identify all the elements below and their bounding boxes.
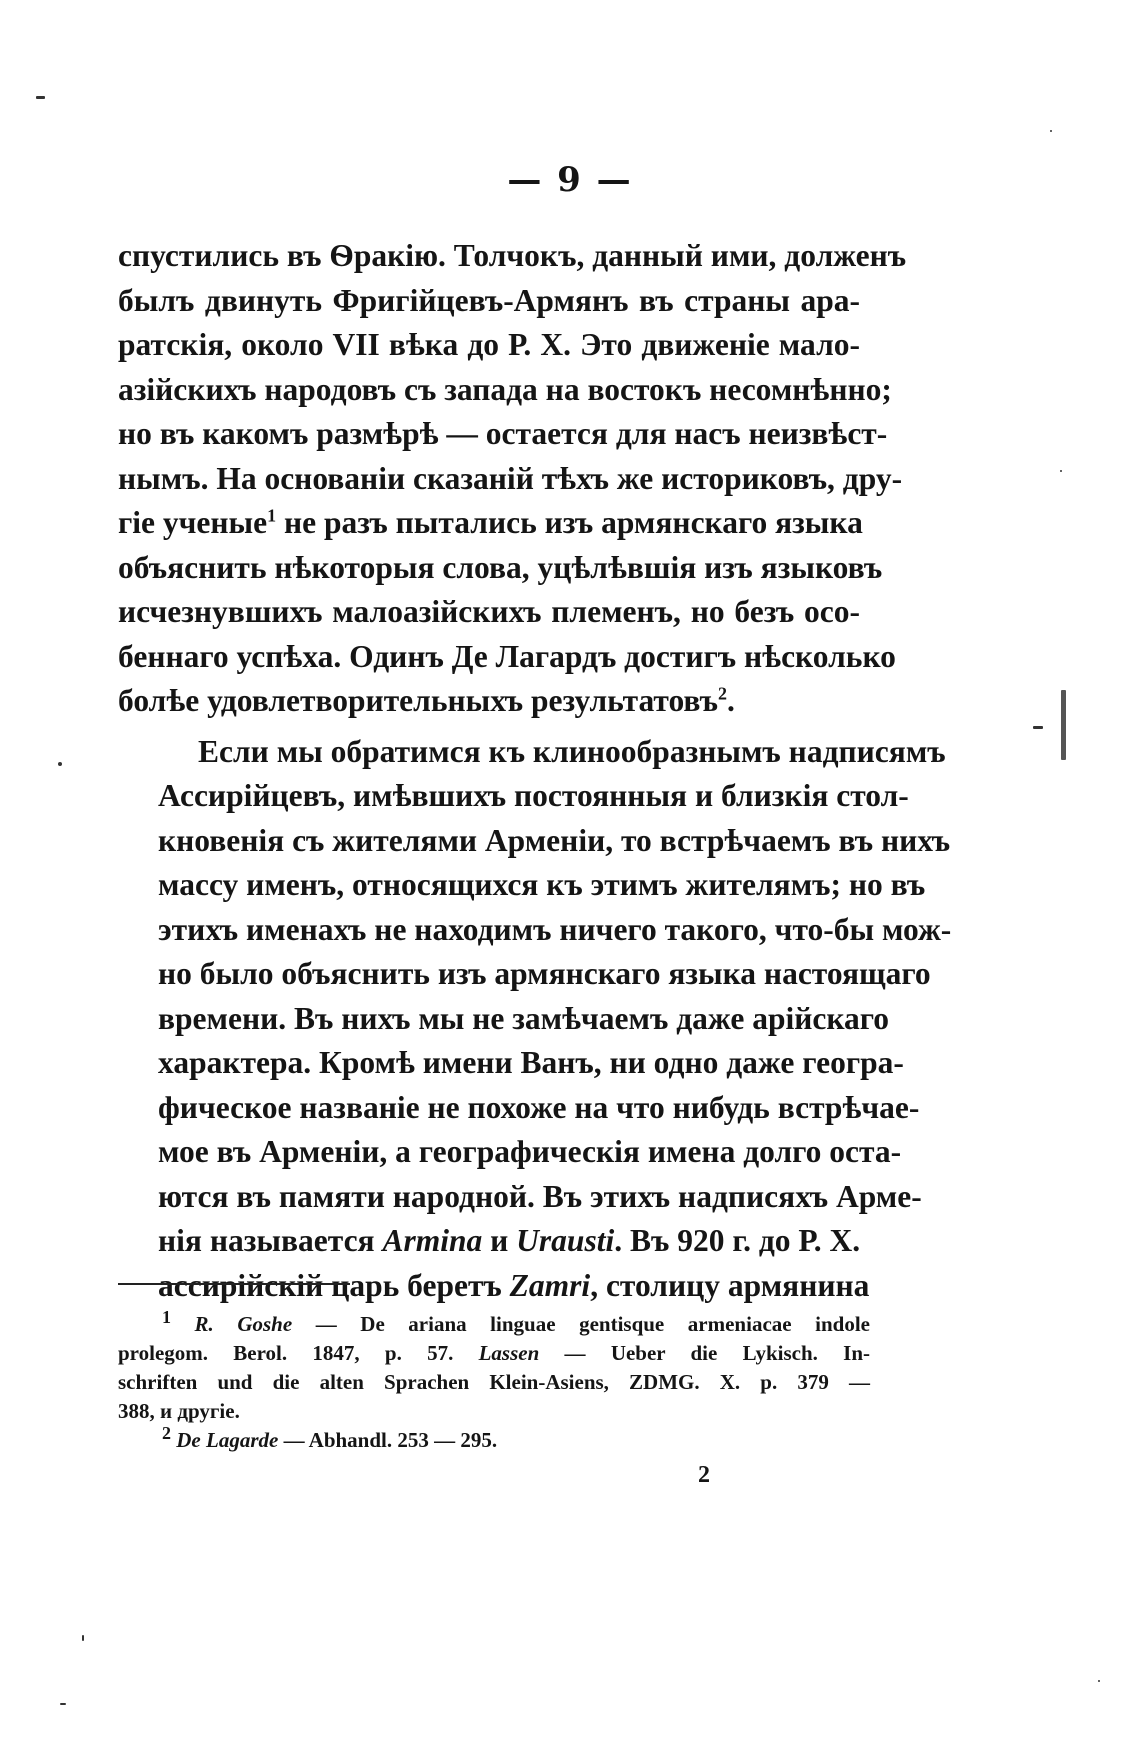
scan-speck (82, 1635, 84, 1641)
text-fragment: , столицу армянина (590, 1267, 870, 1303)
footnote-separator (118, 1283, 350, 1285)
footnote-line (118, 1423, 870, 1455)
scan-speck (1061, 690, 1066, 760)
footnote-line: schriften und die alten Sprachen Klein-Asiens, ZDMG. X. p. 379 — (118, 1370, 870, 1394)
text-line: этихъ именахъ не находимъ ничего такого, что-бы мож- (158, 911, 952, 947)
text-fragment: не разъ пытались изъ армянскаго языка (276, 505, 863, 540)
signature-mark: 2 (698, 1462, 710, 1488)
footnote-line: 388, и другіе. (118, 1399, 240, 1423)
scan-speck (1033, 726, 1043, 729)
scan-speck (1050, 130, 1052, 132)
scan-speck (60, 1703, 66, 1705)
body-text (118, 234, 952, 1308)
text-line: нымъ. На основаніи сказаній тѣхъ же историковъ, дру- (118, 460, 903, 496)
text-line: исчезнувшихъ малоазійскихъ племенъ, но безъ осо- (118, 594, 860, 629)
footnote-marker: 1 (162, 1307, 171, 1327)
footnote-marker: 2 (162, 1423, 171, 1443)
text-line: времени. Въ нихъ мы не замѣчаемъ даже арійскаго (158, 1000, 890, 1036)
text-fragment: . (727, 683, 735, 718)
footnote-ref-1: 1 (267, 505, 277, 526)
paragraph-1 (118, 234, 907, 724)
footnote-author: De Lagarde (176, 1428, 279, 1452)
text-line: характера. Кромѣ имени Ванъ, ни одно даже геогра- (158, 1045, 904, 1080)
text-fragment: ассирійскій царь беретъ (158, 1267, 510, 1303)
text-line (118, 1264, 870, 1309)
italic-term-urausti: Urausti (516, 1223, 615, 1258)
text-line: объяснить нѣкоторыя слова, уцѣлѣвшія изъ языковъ (118, 549, 883, 585)
italic-term-zamri: Zamri (509, 1267, 591, 1303)
text-fragment: нія называется (158, 1223, 383, 1258)
scan-speck (36, 96, 45, 99)
text-line: мое въ Арменіи, а географическія имена долго оста- (158, 1134, 902, 1169)
text-line (118, 679, 860, 724)
footnote-2 (118, 1423, 870, 1455)
text-line: былъ двинуть Фригійцевъ-Армянъ въ страны ара- (118, 282, 860, 318)
footnote-text: prolegom. Berol. 1847, p. 57. (118, 1341, 479, 1365)
page-number: — 9 — (507, 160, 633, 200)
scan-speck (1098, 1680, 1100, 1682)
text-line: ратскія, около VII вѣка до Р. Х. Это движеніе мало- (118, 327, 860, 362)
text-line: но было объяснить изъ армянскаго языка настоящаго (158, 956, 931, 991)
text-fragment: болѣе удовлетворительныхъ результатовъ (118, 683, 719, 718)
text-line: беннаго успѣха. Одинъ Де Лагардъ достигъ нѣсколько (118, 638, 896, 674)
text-fragment: гіе ученые (118, 505, 268, 540)
text-fragment: . Въ 920 г. до Р. Х. (614, 1223, 861, 1258)
footnote-text: — Abhandl. 253 — 295. (278, 1428, 498, 1452)
scan-speck (58, 762, 62, 766)
text-line (118, 501, 863, 546)
footnote-text: — Ueber die Lykisch. In- (539, 1341, 870, 1365)
text-line: массу именъ, относящихся къ этимъ жителямъ; но въ (158, 867, 926, 902)
paragraph-2 (118, 730, 952, 1309)
footnote-ref-2: 2 (718, 683, 728, 704)
footnote-author: Lassen (478, 1341, 540, 1365)
text-line: но въ какомъ размѣрѣ — остается для насъ неизвѣст- (118, 416, 888, 451)
footnote-line (118, 1339, 870, 1368)
footnote-1 (118, 1307, 870, 1426)
footnotes (118, 1307, 870, 1455)
text-line (118, 1219, 860, 1264)
text-line: ются въ памяти народной. Въ этихъ надписяхъ Арме- (158, 1178, 922, 1214)
text-line: фическое названіе не похоже на что нибудь встрѣчае- (158, 1089, 920, 1125)
scan-speck (1060, 470, 1062, 472)
text-line: Если мы обратимся къ клинообразнымъ надписямъ (198, 733, 946, 769)
text-line: спустились въ Ѳракію. Толчокъ, данный ими, долженъ (118, 238, 907, 273)
footnote-line (118, 1307, 870, 1339)
footnote-author: R. Goshe (194, 1312, 293, 1336)
italic-term-armina: Armina (382, 1223, 483, 1258)
footnote-text: — De ariana linguae gentisque armeniacae indole (292, 1312, 870, 1336)
text-line: Ассирійцевъ, имѣвшихъ постоянныя и близкія стол- (158, 778, 909, 813)
text-line: азійскихъ народовъ съ запада на востокъ несомнѣнно; (118, 371, 892, 407)
text-fragment: и (482, 1223, 517, 1258)
text-line: кновенія съ жителями Арменіи, то встрѣчаемъ въ нихъ (158, 822, 951, 858)
